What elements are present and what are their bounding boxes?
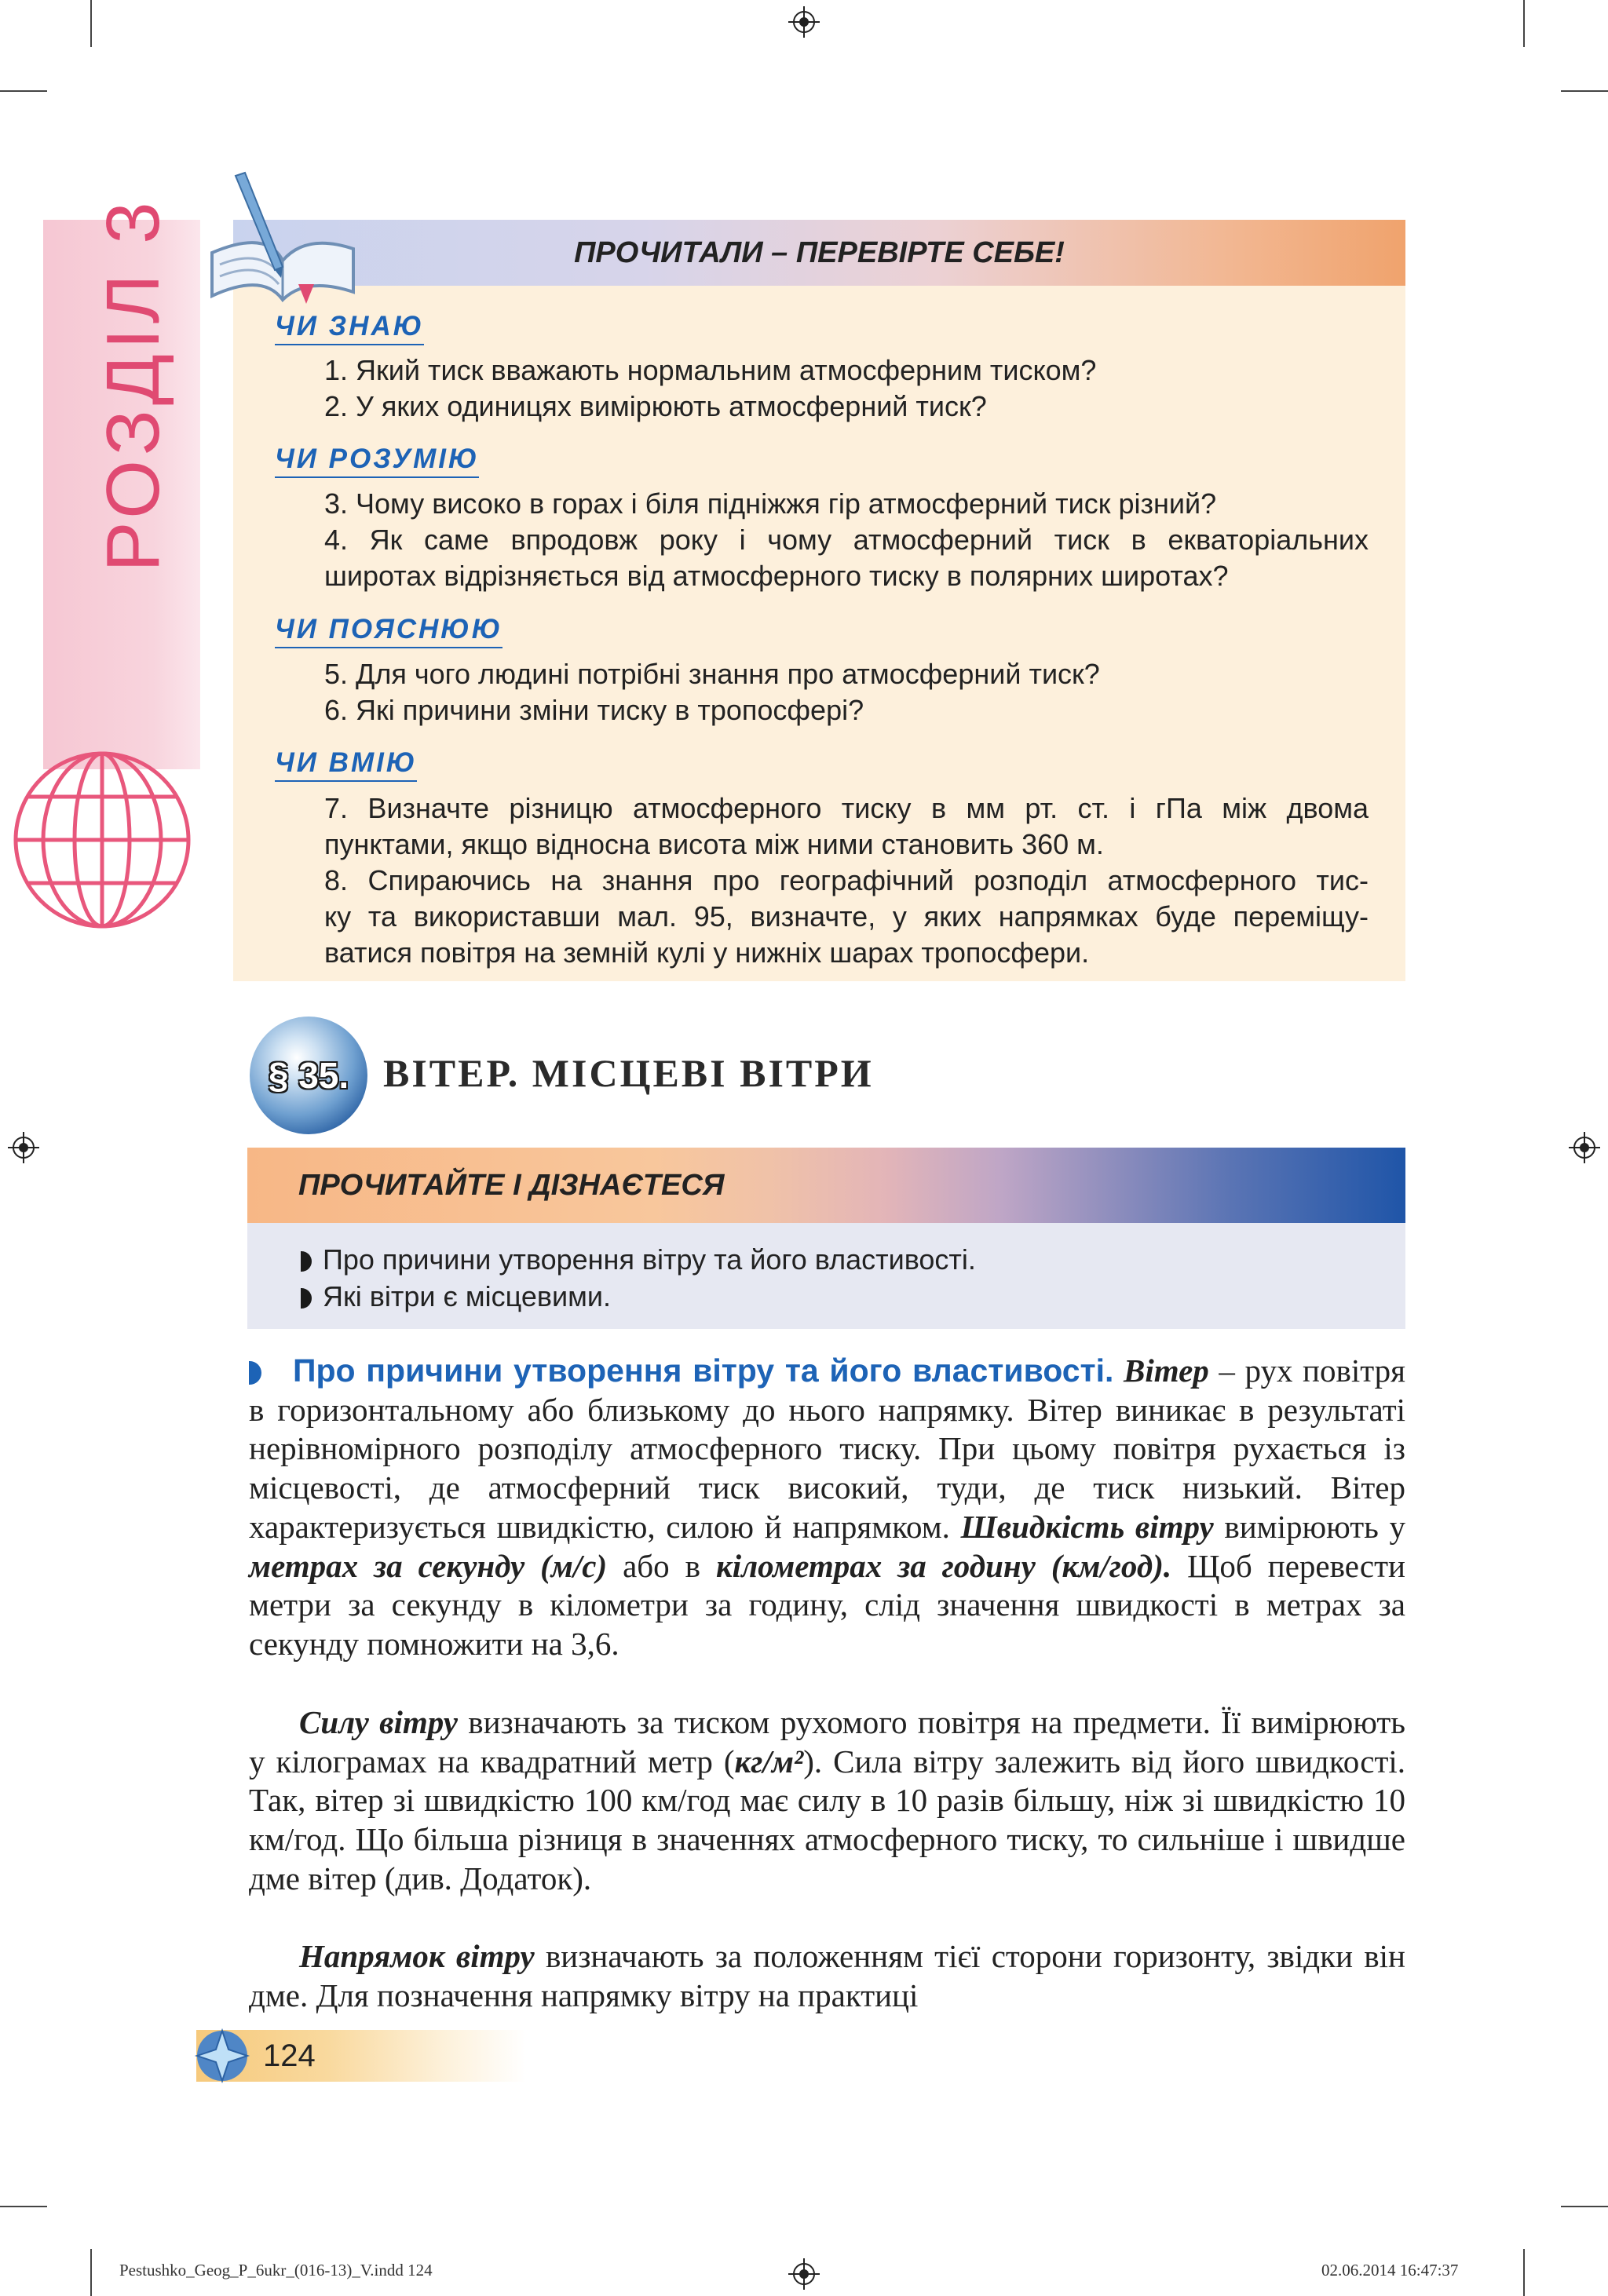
text: вимірюють у (1213, 1508, 1405, 1545)
review-title: ПРОЧИТАЛИ – ПЕРЕВІРТЕ СЕБЕ! (574, 236, 1065, 269)
term: Напрямок вітру (299, 1938, 535, 1974)
registration-mark-icon (8, 1132, 39, 1163)
question-heading: ЧИ ВМІЮ (275, 747, 417, 782)
question-line: 3. Чому високо в горах і біля підніжжя гір атмосферний тиск різний? (324, 487, 1217, 520)
unit: кг/м² (734, 1743, 804, 1779)
book-pen-icon (196, 166, 365, 316)
crop-mark (90, 0, 92, 47)
question-line: 8. Спираючись на знання про географічний розподіл атмосферного тис- (324, 864, 1369, 896)
text: або в (607, 1547, 716, 1584)
term: Силу вітру (299, 1704, 458, 1740)
chapter-label-text: РОЗДІЛ 3 (91, 197, 175, 572)
page-number: 124 (263, 2039, 316, 2073)
registration-mark-icon (788, 6, 820, 38)
crop-mark (1561, 2206, 1608, 2207)
bullet-icon (249, 1361, 261, 1385)
learn-title: ПРОЧИТАЙТЕ І ДІЗНАЄТЕСЯ (298, 1169, 725, 1202)
body-paragraph (249, 1937, 1405, 2015)
text: – рух повітря в горизонтальному або близькому до нього напрямку. Вітер виникає в результаті нерівномірного розподілу атмосферного тиску. При цьому повітря рухається із місцевості, де атмосферний тиск високий, туди, де тиск низький. Вітер характеризується швидкістю, силою й напрямком. (249, 1352, 1405, 1545)
term: Швидкість вітру (960, 1508, 1214, 1545)
body-paragraph (249, 1703, 1405, 1899)
registration-mark-icon (788, 2258, 820, 2290)
section-number: § 35. (268, 1055, 349, 1096)
question-line: 5. Для чого людині потрібні знання про атмосферний тиск? (324, 658, 1100, 690)
chapter-label (82, 197, 185, 572)
question-heading: ЧИ ЗНАЮ (275, 311, 424, 345)
text: Щоб перевести метри за секунду в кілометри за годину, слід значення швидкості в метрах за секунду помножити на 3,6. (249, 1547, 1405, 1662)
term: метрах за секунду (м/с) (249, 1547, 608, 1584)
crop-mark (1561, 90, 1608, 92)
footer-filename: Pestushko_Geog_P_6ukr_(016-13)_V.indd 124 (119, 2261, 433, 2280)
paragraph-lead: Про причини утворення вітру та його властивості. (293, 1352, 1114, 1389)
term: Вітер (1124, 1352, 1209, 1389)
learn-item-text: Які вітри є місцевими. (323, 1280, 611, 1312)
learn-item-text: Про причини утворення вітру та його властивості. (323, 1243, 976, 1276)
question-line: 4. Як саме впродовж року і чому атмосферний тиск в екваторіальних (324, 524, 1369, 556)
question-heading: ЧИ РОЗУМІЮ (275, 444, 479, 478)
question-heading: ЧИ ПОЯСНЮЮ (275, 614, 502, 648)
globe-grid-icon (0, 750, 208, 930)
learn-item (301, 1280, 611, 1313)
term: кілометрах за годину (км/год). (715, 1547, 1172, 1584)
text: визначають за положенням тієї сторони горизонту, звідки він дме. Для позначення напрямку вітру на практиці (249, 1938, 1405, 2013)
question-line: широтах відрізняється від атмосферного тиску в полярних широтах? (324, 560, 1229, 592)
body-paragraph (249, 1352, 1405, 1664)
crop-mark (0, 2206, 47, 2207)
question-line: 1. Який тиск вважають нормальним атмосферним тиском? (324, 354, 1097, 386)
footer-date: 02.06.2014 16:47:37 (1321, 2261, 1459, 2280)
question-line: ку та використавши мал. 95, визначте, у яких напрямках буде переміщу- (324, 900, 1369, 933)
crop-mark (0, 90, 47, 92)
question-line: 2. У яких одиницях вимірюють атмосферний тиск? (324, 390, 987, 422)
text: ). Сила вітру залежить від його швидкості. Так, вітер зі швидкістю 100 км/год має силу в 10 разів більшу, ніж зі швидкістю 10 км/год. Що більша різниця в значеннях атмосферного тиску, то сильніше і швидше дме вітер (див. Додаток). (249, 1743, 1405, 1896)
crop-mark (1523, 0, 1525, 47)
bullet-icon (301, 1251, 312, 1272)
crop-mark (1523, 2249, 1525, 2296)
registration-mark-icon (1569, 1132, 1600, 1163)
question-line: ватися повітря на земній кулі у нижніх шарах тропосфери. (324, 936, 1090, 969)
text: визначають за тиском рухомого повітря на предмети. Її вимірюють у кілограмах на квадратний метр ( (249, 1704, 1405, 1779)
bullet-icon (301, 1288, 312, 1309)
learn-item (301, 1243, 976, 1276)
compass-star-icon (194, 2028, 250, 2084)
section-title: ВІТЕР. МІСЦЕВІ ВІТРИ (383, 1051, 874, 1095)
question-line: пунктами, якщо відносна висота між ними становить 360 м. (324, 828, 1104, 860)
question-line: 6. Які причини зміни тиску в тропосфері? (324, 694, 864, 726)
crop-mark (90, 2249, 92, 2296)
question-line: 7. Визначте різницю атмосферного тиску в мм рт. ст. і гПа між двома (324, 792, 1369, 824)
